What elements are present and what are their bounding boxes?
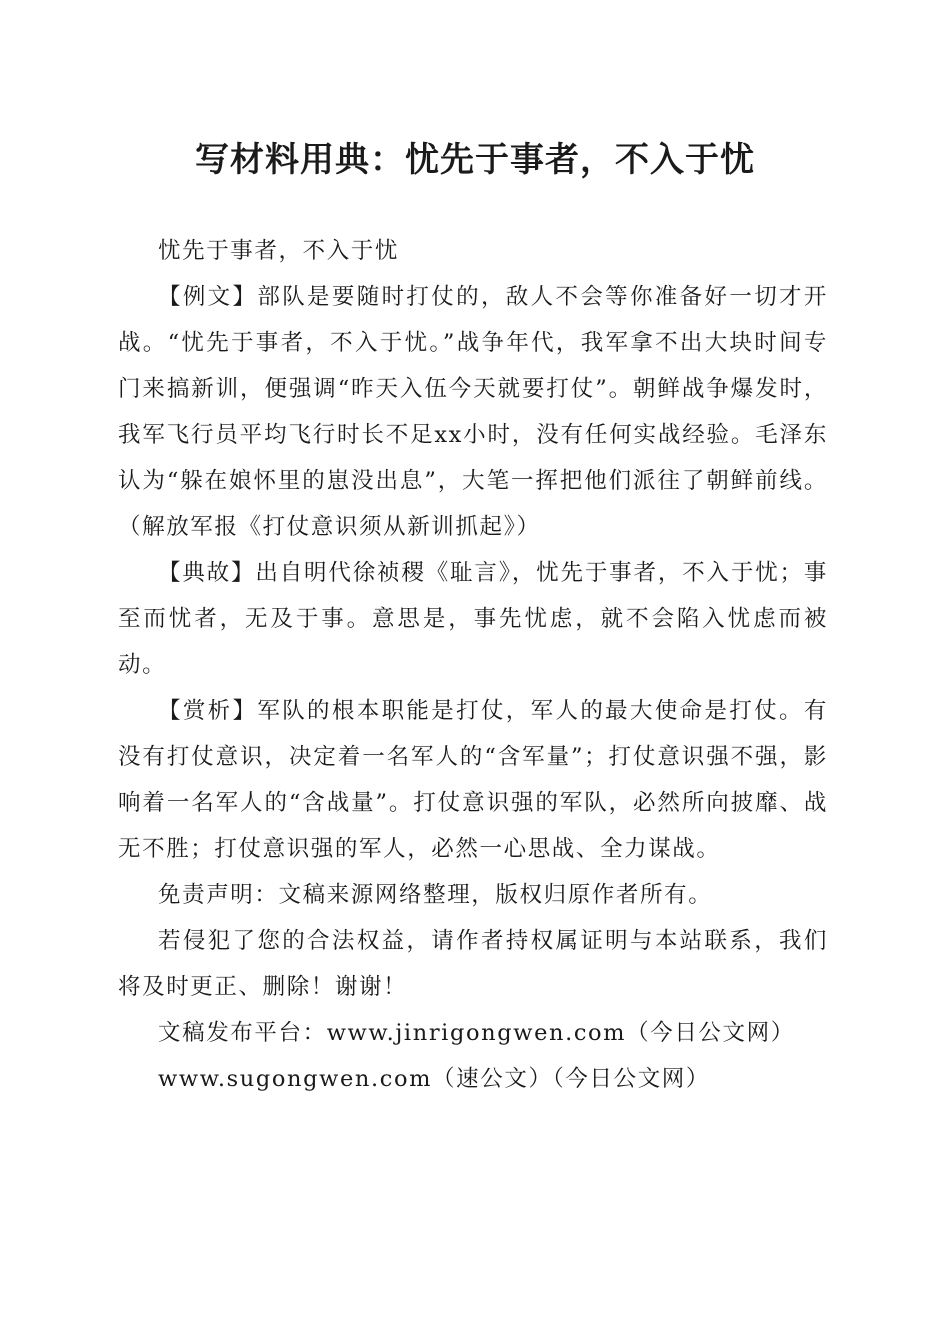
paragraph-appreciation: 【赏析】军队的根本职能是打仗，军人的最大使命是打仗。有没有打仗意识，决定着一名军人的“含军量”；打仗意识强不强，影响着一名军人的“含战量”。打仗意识强的军队，必然所向披靡、战无不胜；打仗意识强的军人，必然一心思战、全力谋战。 (118, 698, 828, 862)
paragraph-example: 【例文】部队是要随时打仗的，敌人不会等你准备好一切才开战。“忧先于事者，不入于忧。”战争年代，我军拿不出大块时间专门来搞新训，便强调“昨天入伍今天就要打仗”。朝鲜战争爆发时，我军飞行员平均飞行时长不足xx小时，没有任何实战经验。毛泽东认为“躲在娘怀里的崽没出息”，大笔一挥把他们派往了朝鲜前线。（解放军报《打仗意识须从新训抓起》） (118, 284, 828, 540)
paragraph-allusion: 【典故】出自明代徐祯稷《耻言》，忧先于事者，不入于忧；事至而忧者，无及于事。意思是，事先忧虑，就不会陷入忧虑而被动。 (118, 560, 828, 678)
paragraph-infringement-notice: 若侵犯了您的合法权益，请作者持权属证明与本站联系，我们将及时更正、删除！谢谢！ (118, 928, 828, 1000)
document-title: 写材料用典：忧先于事者，不入于忧 (195, 140, 755, 180)
paragraph-platform-2: www.sugongwen.com（速公文）（今日公文网） (158, 1066, 710, 1092)
paragraph-disclaimer: 免责声明：文稿来源网络整理，版权归原作者所有。 (158, 882, 713, 908)
document-body (118, 228, 828, 1102)
paragraph-platform-1: 文稿发布平台：www.jinrigongwen.com（今日公文网） (158, 1020, 795, 1046)
paragraph-heading: 忧先于事者，不入于忧 (158, 238, 400, 264)
